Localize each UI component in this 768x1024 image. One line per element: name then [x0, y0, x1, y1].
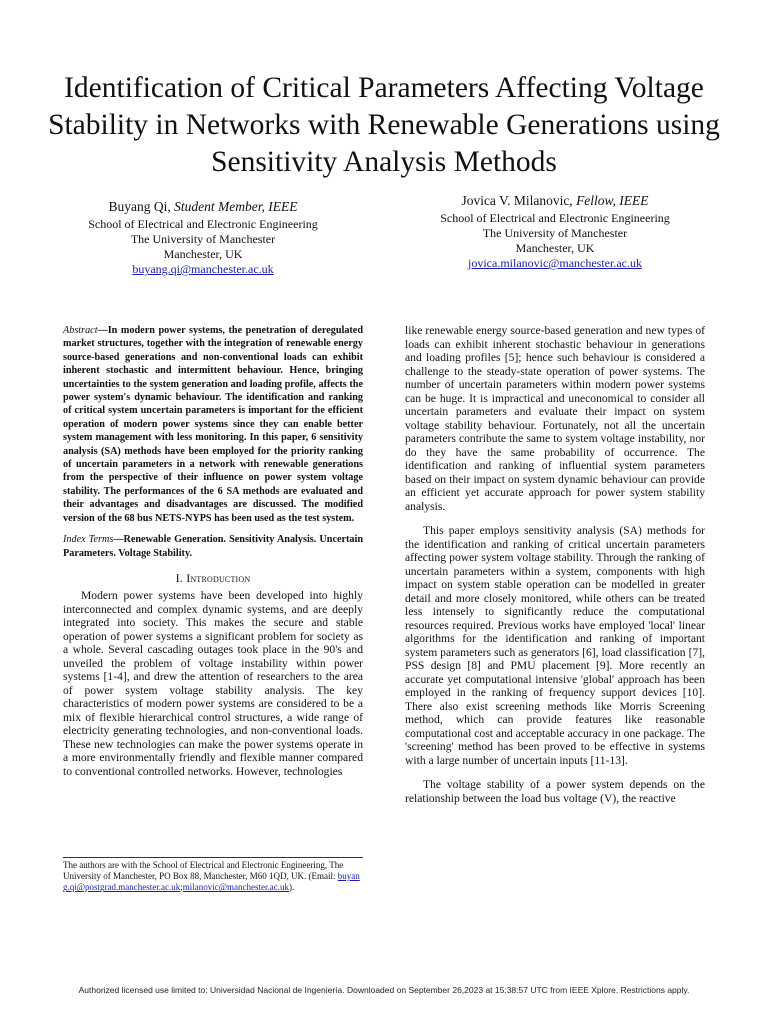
license-footer: Authorized licensed use limited to: Universidad Nacional de Ingeniería. Downloaded on September 26,2023 at 15:38:57 UTC from IEEE Xplore. Restrictions apply. — [78, 985, 690, 995]
author-name: Jovica V. Milanovic, — [461, 193, 573, 208]
right-paragraph-2: This paper employs sensitivity analysis (SA) methods for the identification and ranking of critical uncertain parameters affecting power system voltage stability. Through the ranking of uncertain parameters within a system, components with high impact on system stable operation can be modelled in greater detail and more closely monitored, while others can be treated less intensely to significantly reduce the computational resources required. Previous works have employed 'local' linear algorithms for the identification and ranking of important system parameters such as generators [6], load classification [7], PSS design [8] and PMU placement [9]. More recently an accurate yet computational intensive 'global' approach has been employed in the ranking of frequency support devices [10]. There also exist screening methods like Morris Screening method, which can provide features like reasonable computational cost and acceptable accuracy in one package. The 'screening' method has been proved to be effective in systems with a large number of uncertain inputs [11-13]. — [405, 524, 705, 767]
author-grade: Student Member, IEEE — [174, 199, 298, 214]
author-email-link[interactable]: jovica.milanovic@manchester.ac.uk — [468, 256, 642, 270]
abstract-text: —In modern power systems, the penetration of deregulated market structures, together with the integration of renewable energy source-based generations and non-conventional loads can exhibit inherent stochastic and intermittent behaviour. Hence, bringing uncertainties to the system generation and loading profile, affects the power system's dynamic behaviour. The identification and ranking of critical system uncertain parameters is important for the efficient operation of modern power systems since they can enable better system management with less monitoring. In this paper, 6 sensitivity analysis (SA) methods have been employed for the priority ranking of uncertain parameters in a network with renewable generations from the perspective of their influence on power system voltage stability. The performances of the 6 SA methods are evaluated and their advantages and disadvantages are discussed. The modified version of the 68 bus NETS-NYPS has been used as the test system. — [63, 325, 363, 524]
author-name-line — [50, 198, 356, 216]
author-location: Manchester, UK — [163, 247, 243, 261]
footnote-end: ). — [289, 882, 295, 893]
author-email-link[interactable]: buyang.qi@manchester.ac.uk — [132, 262, 274, 276]
left-column — [63, 324, 363, 778]
author-footnote — [63, 857, 363, 894]
author-name: Buyang Qi, — [108, 199, 171, 214]
author-grade: Fellow, IEEE — [576, 193, 649, 208]
author-university: The University of Manchester — [130, 232, 276, 246]
abstract — [63, 324, 363, 525]
author-location: Manchester, UK — [515, 241, 595, 255]
footnote-text: The authors are with the School of Electrical and Electronic Engineering, The University of Manchester, PO Box 88, Manchester, M60 1QD, UK. (Email: — [63, 860, 344, 882]
author-block-1 — [50, 198, 356, 277]
footnote-separator: ; — [180, 882, 183, 893]
paper-title: Identification of Critical Parameters Affecting Voltage Stability in Networks with Renewable Generations using Sensitivity Analysis Methods — [48, 72, 720, 178]
index-terms — [63, 533, 363, 560]
author-block-2 — [402, 192, 708, 271]
right-paragraph-3: The voltage stability of a power system depends on the relationship between the load bus voltage (V), the reactive — [405, 778, 705, 805]
abstract-lead: Abstract — [63, 325, 98, 336]
footnote-email-1[interactable]: buyang.qi@postgrad.manchester.ac.uk — [63, 871, 360, 893]
author-name-line — [402, 192, 708, 210]
index-terms-lead: Index Terms — [63, 534, 114, 546]
index-terms-text: —Renewable Generation. Sensitivity Analysis. Uncertain Parameters. Voltage Stability. — [63, 534, 363, 559]
right-column — [405, 324, 705, 805]
right-paragraph-1: like renewable energy source-based generation and new types of loads can exhibit inherent stochastic behaviour in generations and loading profiles [5]; hence such behaviour is considered a challenge to the steady-state operation of power systems. The number of uncertain parameters within modern power systems can be huge. It is impractical and uneconomical to consider all uncertain parameters and evaluate their impact on system voltage stability behaviour. Fortunately, not all the uncertain parameters contribute the same to system voltage instability, nor do they have the same probability of occurrence. The identification and ranking of influential system parameters based on their impact on system dynamic behaviour can provide an efficient yet accurate approach for power system stability analysis. — [405, 324, 705, 513]
author-school: School of Electrical and Electronic Engineering — [440, 211, 670, 225]
author-school: School of Electrical and Electronic Engineering — [88, 217, 318, 231]
author-university: The University of Manchester — [482, 226, 628, 240]
footnote-email-2[interactable]: milanovic@manchester.ac.uk — [182, 882, 290, 893]
intro-paragraph-1: Modern power systems have been developed into highly interconnected and complex dynamic systems, and are deeply integrated into society. This makes the secure and stable operation of power systems a significant problem for society as a whole. Several cascading outages took place in the 90's and unveiled the problem of voltage instability within power systems [1-4], and drew the attention of researchers to the area of power system voltage stability analysis. The key characteristics of modern power systems are considered to be a mix of flexible hierarchical control structures, a wide range of electricity generating technologies, and non-conventional loads. These new technologies can make the power systems operate in a more environmentally friendly and flexible manner compared to conventional controlled networks. However, technologies — [63, 589, 363, 778]
section-heading-introduction: I. Introduction — [175, 570, 251, 585]
